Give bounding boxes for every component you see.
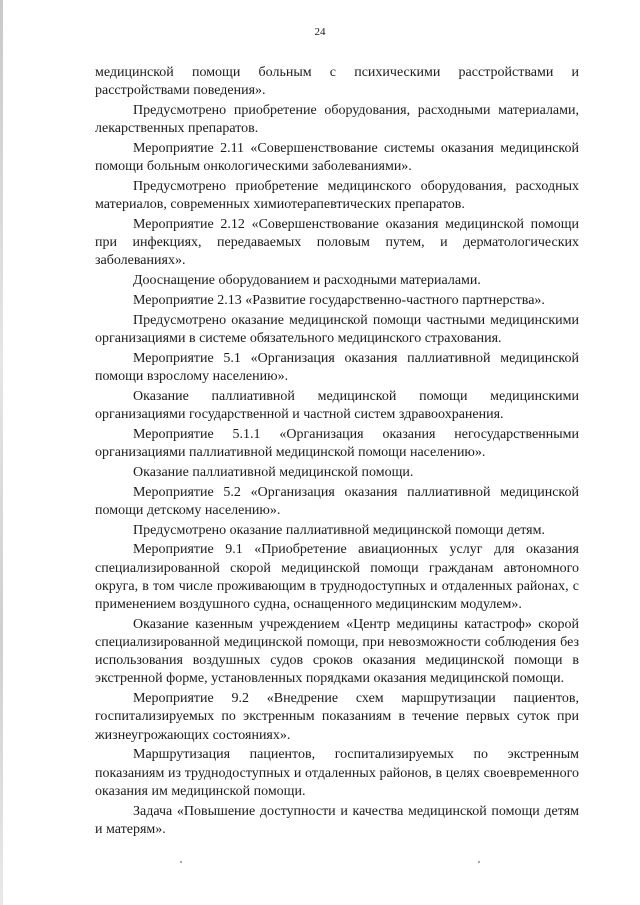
paragraph-4: Предусмотрено приобретение медицинского оборудования, расходных материалов, современных химиотерапевтических препаратов. bbox=[95, 179, 579, 213]
paragraph-8: Предусмотрено оказание медицинской помощи частными медицинскими организациями в системе обязательного медицинского страхования. bbox=[95, 312, 579, 346]
paragraph-16: Оказание казенным учреждением «Центр медицины катастроф» скорой специализированной медицинской помощи, при невозможности соблюдения без использования воздушных судов сроков оказания медицинской помощи в экстренной форме, установленных порядками оказания медицинской помощи. bbox=[95, 616, 579, 687]
scan-left-edge bbox=[0, 0, 3, 905]
paragraph-6: Дооснащение оборудованием и расходными материалами. bbox=[133, 273, 481, 289]
paragraph-14: Предусмотрено оказание паллиативной медицинской помощи детям. bbox=[133, 522, 545, 538]
scan-speck bbox=[478, 861, 480, 863]
paragraph-5: Мероприятие 2.12 «Совершенствование оказания медицинской помощи при инфекциях, передаваемых половым путем, и дерматологических заболеваниях». bbox=[95, 217, 579, 269]
document-body bbox=[95, 64, 579, 839]
scan-speck bbox=[180, 861, 182, 863]
paragraph-19: Задача «Повышение доступности и качества медицинской помощи детям и матерям». bbox=[95, 803, 579, 837]
paragraph-11: Мероприятие 5.1.1 «Организация оказания негосударственными организациями паллиативной медицинской помощи населению». bbox=[95, 426, 579, 460]
paragraph-17: Мероприятие 9.2 «Внедрение схем маршрутизации пациентов, госпитализируемых по экстренным показаниям в течение первых суток при жизнеугрожающих состояниях». bbox=[95, 691, 579, 743]
paragraph-2: Предусмотрено приобретение оборудования, расходными материалами, лекарственных препаратов. bbox=[95, 103, 579, 137]
paragraph-18: Маршрутизация пациентов, госпитализируемых по экстренным показаниям из труднодоступных и отдаленных районов, в целях своевременного оказания им медицинской помощи. bbox=[95, 747, 579, 799]
paragraph-1: медицинской помощи больным с психическими расстройствами и расстройствами поведения». bbox=[95, 65, 579, 99]
paragraph-10: Оказание паллиативной медицинской помощи медицинскими организациями государственной и частной систем здравоохранения. bbox=[95, 388, 579, 422]
paragraph-15: Мероприятие 9.1 «Приобретение авиационных услуг для оказания специализированной скорой медицинской помощи гражданам автономного округа, в том числе проживающим в труднодоступных и отдаленных районах, с применением воздушного судна, оснащенного медицинским модулем». bbox=[95, 542, 579, 612]
paragraph-13: Мероприятие 5.2 «Организация оказания паллиативной медицинской помощи детскому населению». bbox=[95, 484, 579, 518]
page-number: 24 bbox=[314, 26, 326, 38]
paragraph-3: Мероприятие 2.11 «Совершенствование системы оказания медицинской помощи больным онкологическими заболеваниями». bbox=[95, 141, 579, 175]
paragraph-12: Оказание паллиативной медицинской помощи. bbox=[133, 464, 414, 480]
paragraph-9: Мероприятие 5.1 «Организация оказания паллиативной медицинской помощи взрослому населению». bbox=[95, 350, 579, 384]
paragraph-7: Мероприятие 2.13 «Развитие государственно-частного партнерства». bbox=[133, 293, 545, 308]
